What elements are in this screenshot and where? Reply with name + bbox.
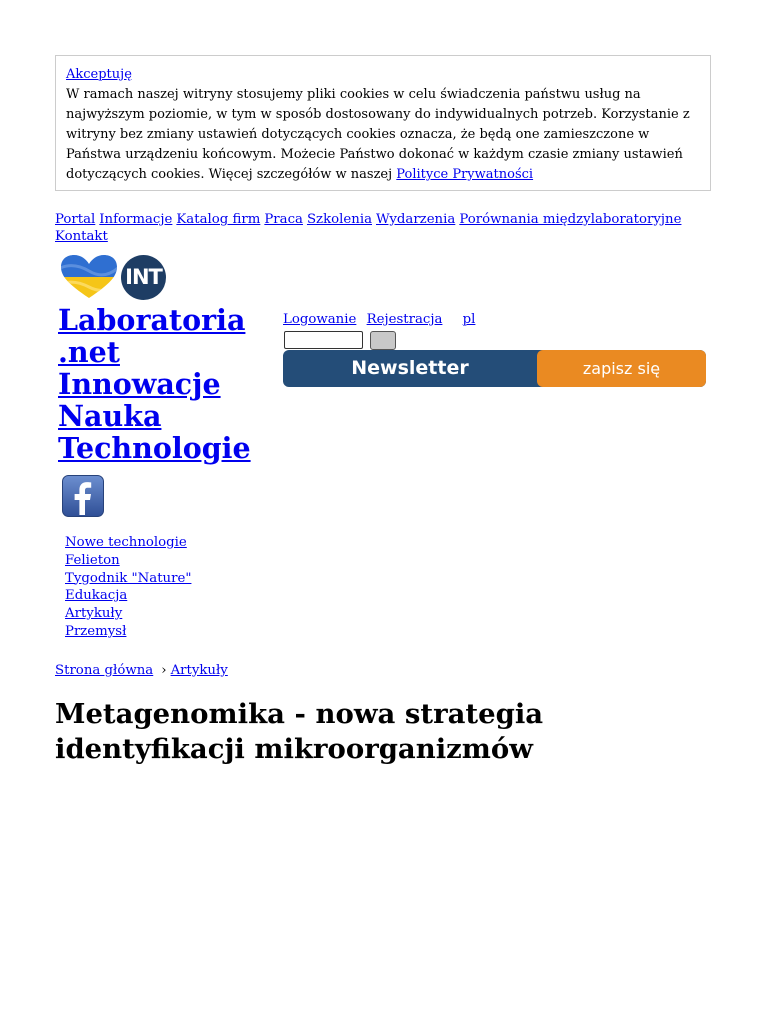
ukraine-heart-icon[interactable]	[60, 254, 118, 300]
site-name-line: .net	[58, 335, 120, 369]
cat-artykuly[interactable]: Artykuły	[65, 606, 123, 622]
facebook-icon[interactable]	[62, 475, 104, 517]
cookie-banner	[55, 55, 711, 191]
site-name-link[interactable]	[58, 304, 278, 464]
cat-edukacja[interactable]: Edukacja	[65, 588, 128, 604]
cat-nowe-technologie[interactable]: Nowe technologie	[65, 535, 187, 550]
newsletter-label: Newsletter	[351, 357, 469, 379]
nav-praca[interactable]: Praca	[264, 212, 303, 227]
site-name-line: Innowacje	[58, 367, 221, 401]
nav-szkolenia[interactable]: Szkolenia	[306, 212, 372, 227]
search-input[interactable]	[284, 331, 363, 349]
auth-links	[283, 311, 481, 328]
site-name-line: Technologie	[58, 431, 251, 465]
nav-wydarzenia[interactable]: Wydarzenia	[376, 212, 456, 227]
privacy-policy-link[interactable]: Polityce Prywatności	[396, 167, 534, 182]
nav-kontakt[interactable]: Kontakt	[55, 229, 108, 244]
newsletter-banner	[283, 350, 706, 387]
language-link[interactable]: pl	[462, 312, 476, 327]
cat-przemysl[interactable]: Przemysł	[65, 623, 127, 639]
breadcrumb-home[interactable]: Strona główna	[55, 663, 154, 678]
breadcrumb-current[interactable]: Artykuły	[170, 663, 228, 678]
register-link[interactable]: Rejestracja	[366, 312, 443, 327]
top-nav	[55, 211, 695, 245]
nav-katalog-firm[interactable]: Katalog firm	[176, 212, 261, 227]
site-name-line: Nauka	[58, 399, 162, 433]
int-logo[interactable]: INT	[121, 255, 166, 300]
category-nav	[65, 534, 265, 641]
cookie-text: W ramach naszej witryny stosujemy pliki cookies w celu świadczenia państwu usług na najwyższym poziomie, w tym w sposób dostosowany do indywidualnych potrzeb. Korzystanie z witryny bez zmiany ustawień dotyczących cookies oznacza, że będą one zamieszczone w Państwa urządzeniu końcowym. Możecie Państwo dokonać w każdym czasie zmiany ustawień dotyczących cookies. Więcej szczegółów w naszej	[66, 87, 690, 182]
nav-informacje[interactable]: Informacje	[99, 212, 173, 227]
nav-porownania[interactable]: Porównania międzylaboratoryjne	[459, 212, 682, 227]
cat-tygodnik-nature[interactable]: Tygodnik "Nature"	[65, 570, 192, 586]
cat-felieton[interactable]: Felieton	[65, 552, 120, 568]
nav-portal[interactable]: Portal	[55, 212, 96, 227]
breadcrumb-separator: ›	[161, 663, 167, 678]
breadcrumb	[55, 662, 228, 680]
site-name-line: Laboratoria	[58, 303, 246, 337]
newsletter-subscribe-button[interactable]: zapisz się	[537, 350, 706, 387]
article-title: Metagenomika - nowa strategia identyfikacji mikroorganizmów	[55, 698, 544, 765]
login-link[interactable]: Logowanie	[283, 312, 357, 327]
accept-cookies-link[interactable]: Akceptuję	[66, 67, 132, 82]
search-button[interactable]	[370, 331, 396, 350]
